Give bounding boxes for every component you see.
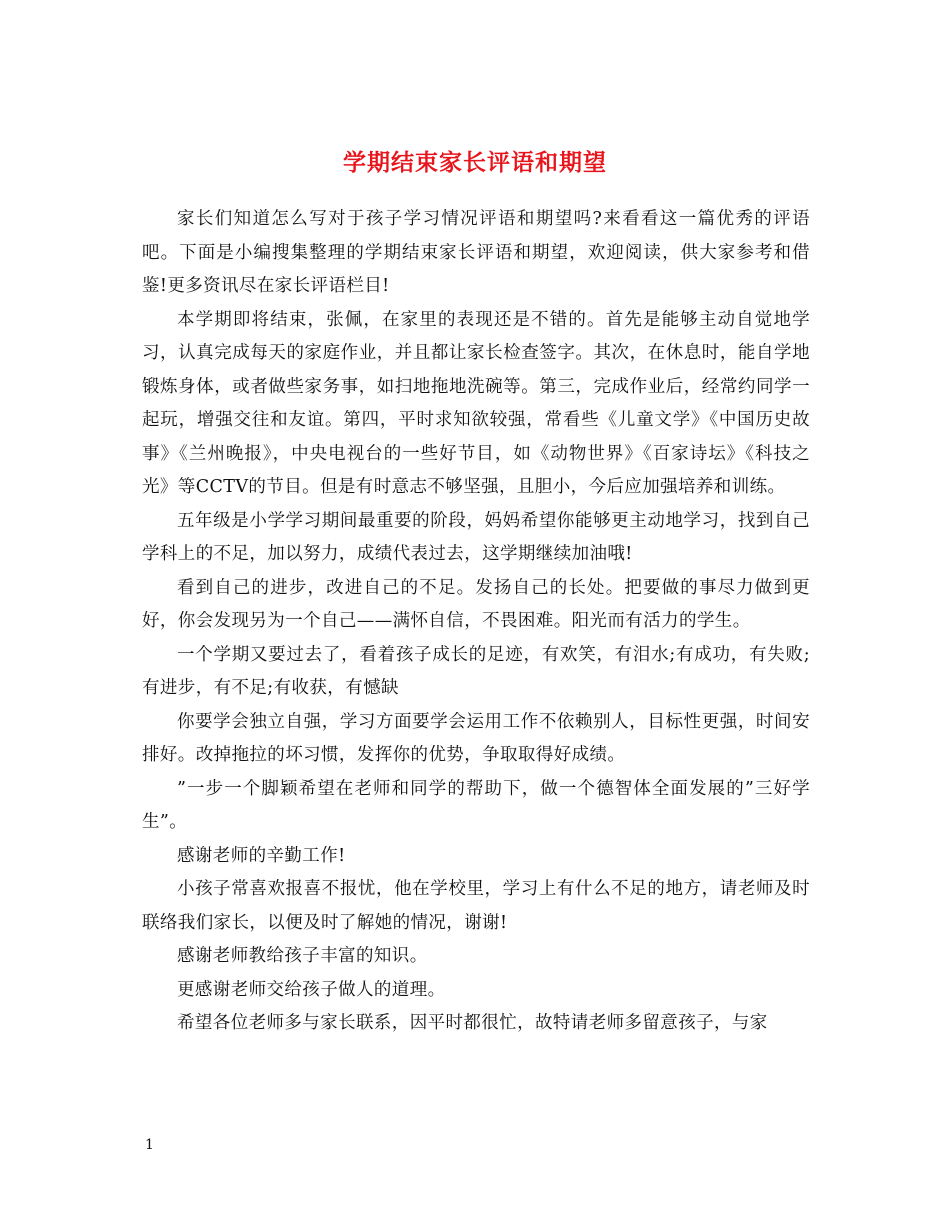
paragraph-comment-7: 感谢老师的辛勤工作! bbox=[177, 845, 346, 866]
document-title: 学期结束家长评语和期望 bbox=[343, 149, 607, 177]
document-body bbox=[142, 203, 810, 1041]
paragraph-comment-10: 更感谢老师交给孩子做人的道理。 bbox=[177, 979, 446, 1000]
paragraph-comment-6: ”一步一个脚颖希望在老师和同学的帮助下，做一个德智体全面发展的”三好学生”。 bbox=[142, 778, 810, 832]
paragraph-comment-2: 五年级是小学学习期间最重要的阶段，妈妈希望你能够更主动地学习，找到自己学科上的不足，加以努力，成绩代表过去，这学期继续加油哦! bbox=[142, 510, 810, 564]
paragraph-comment-11: 希望各位老师多与家长联系，因平时都很忙，故特请老师多留意孩子，与家 bbox=[177, 1013, 768, 1033]
paragraph-comment-1: 本学期即将结束，张佩，在家里的表现还是不错的。首先是能够主动自觉地学习，认真完成每天的家庭作业，并且都让家长检查签字。其次，在休息时，能自学地锻炼身体，或者做些家务事，如扫地拖地洗碗等。第三，完成作业后，经常约同学一起玩，增强交往和友谊。第四，平时求知欲较强，常看些《儿童文学》《中国历史故事》《兰州晚报》，中央电视台的一些好节目，如《动物世界》《百家诗坛》《科技之光》等CCTV的节目。但是有时意志不够坚强，且胆小，今后应加强培养和训练。 bbox=[142, 309, 810, 497]
paragraph-comment-3: 看到自己的进步，改进自己的不足。发扬自己的长处。把要做的事尽力做到更好，你会发现另为一个自己——满怀自信，不畏困难。阳光而有活力的学生。 bbox=[142, 577, 810, 631]
paragraph-intro: 家长们知道怎么写对于孩子学习情况评语和期望吗?来看看这一篇优秀的评语吧。下面是小编搜集整理的学期结束家长评语和期望，欢迎阅读，供大家参考和借鉴!更多资讯尽在家长评语栏目! bbox=[142, 209, 810, 296]
paragraph-comment-4: 一个学期又要过去了，看着孩子成长的足迹，有欢笑，有泪水;有成功，有失败;有进步，有不足;有收获，有憾缺 bbox=[142, 644, 810, 698]
paragraph-comment-5: 你要学会独立自强，学习方面要学会运用工作不依赖别人，目标性更强，时间安排好。改掉拖拉的坏习惯，发挥你的优势，争取取得好成绩。 bbox=[142, 711, 810, 765]
page-number: 1 bbox=[145, 1137, 154, 1153]
paragraph-comment-9: 感谢老师教给孩子丰富的知识。 bbox=[177, 946, 428, 966]
paragraph-comment-8: 小孩子常喜欢报喜不报忧，他在学校里，学习上有什么不足的地方，请老师及时联络我们家长，以便及时了解她的情况，谢谢! bbox=[142, 879, 810, 933]
